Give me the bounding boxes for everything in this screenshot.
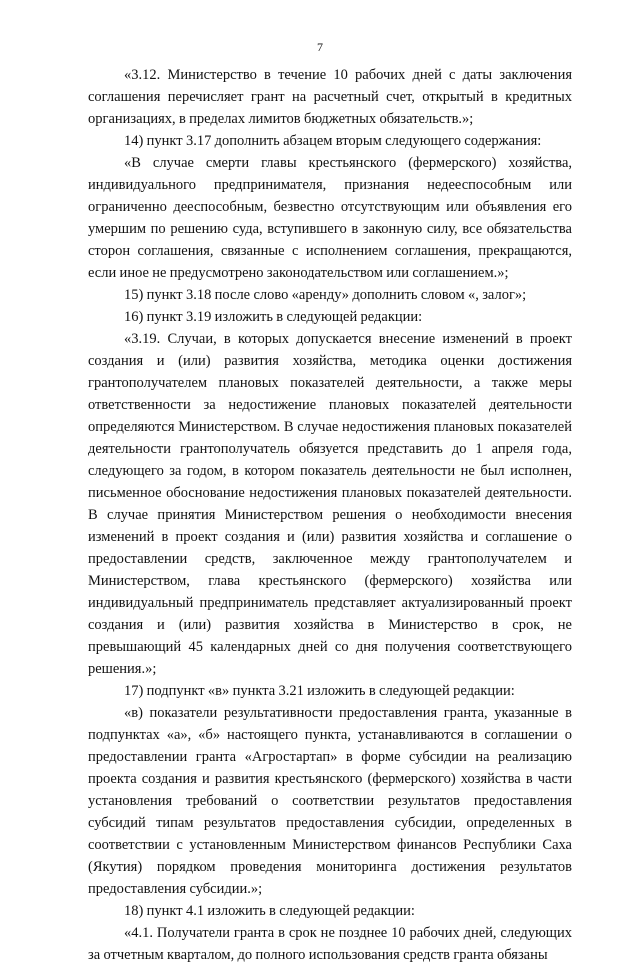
paragraph-item-15: 15) пункт 3.18 после слово «аренду» дополнить словом «, залог»;	[124, 287, 527, 303]
document-body	[88, 64, 572, 966]
paragraph-item-14: 14) пункт 3.17 дополнить абзацем вторым следующего содержания:	[124, 133, 542, 149]
paragraph-item-18: 18) пункт 4.1 изложить в следующей редакции:	[124, 903, 415, 919]
paragraph-3-17-text: «В случае смерти главы крестьянского (фермерского) хозяйства, индивидуального предпринимателя, признания недееспособным или ограниченно дееспособным, безвестно отсутствующим или объявления его умершим по решению суда, вступившего в законную силу, все обязательства сторон соглашения, связанные с исполнением соглашения, прекращаются, если иное не предусмотрено законодательством или соглашением.»;	[88, 155, 572, 281]
paragraph-3-12: «3.12. Министерство в течение 10 рабочих дней с даты заключения соглашения перечисляет грант на расчетный счет, открытый в кредитных организациях, в пределах лимитов бюджетных обязательств.»;	[88, 67, 572, 127]
paragraph-subitem-v: «в) показатели результативности предоставления гранта, указанные в подпунктах «а», «б» настоящего пункта, устанавливаются в соглашении о предоставлении гранта «Агростартап» в форме субсидии на реализацию проекта создания и развития крестьянского (фермерского) хозяйства в части установления требований о соответствии результатов предоставления субсидий типам результатов предоставления субсидии, определенных в соответствии с установленным Министерством финансов Республики Саха (Якутия) порядком проведения мониторинга достижения результатов предоставления субсидии.»;	[88, 705, 572, 897]
paragraph-3-19: «3.19. Случаи, в которых допускается внесение изменений в проект создания и (или) развития хозяйства, методика оценки достижения грантополучателем плановых показателей деятельности, а также меры ответственности за недостижение плановых показателей деятельности определяются Министерством. В случае недостижения плановых показателей деятельности грантополучатель обязуется представить до 1 апреля года, следующего за годом, в котором показатель деятельности не был исполнен, письменное обоснование недостижения плановых показателей деятельности. В случае принятия Министерством решения о необходимости внесения изменений в проект создания и (или) развития хозяйства и соглашение о предоставлении средств, заключенное между грантополучателем и Министерством, глава крестьянского (фермерского) хозяйства или индивидуальный предприниматель представляет актуализированный проект создания и (или) развития хозяйства в Министерство в срок, не превышающий 45 календарных дней со дня получения соответствующего решения.»;	[88, 331, 572, 677]
paragraph-item-16: 16) пункт 3.19 изложить в следующей редакции:	[124, 309, 423, 325]
page-number: 7	[317, 40, 323, 54]
paragraph-4-1: «4.1. Получатели гранта в срок не позднее 10 рабочих дней, следующих за отчетным кварталом, до полного использования средств гранта обязаны	[88, 925, 572, 963]
paragraph-item-17: 17) подпункт «в» пункта 3.21 изложить в следующей редакции:	[124, 683, 515, 699]
